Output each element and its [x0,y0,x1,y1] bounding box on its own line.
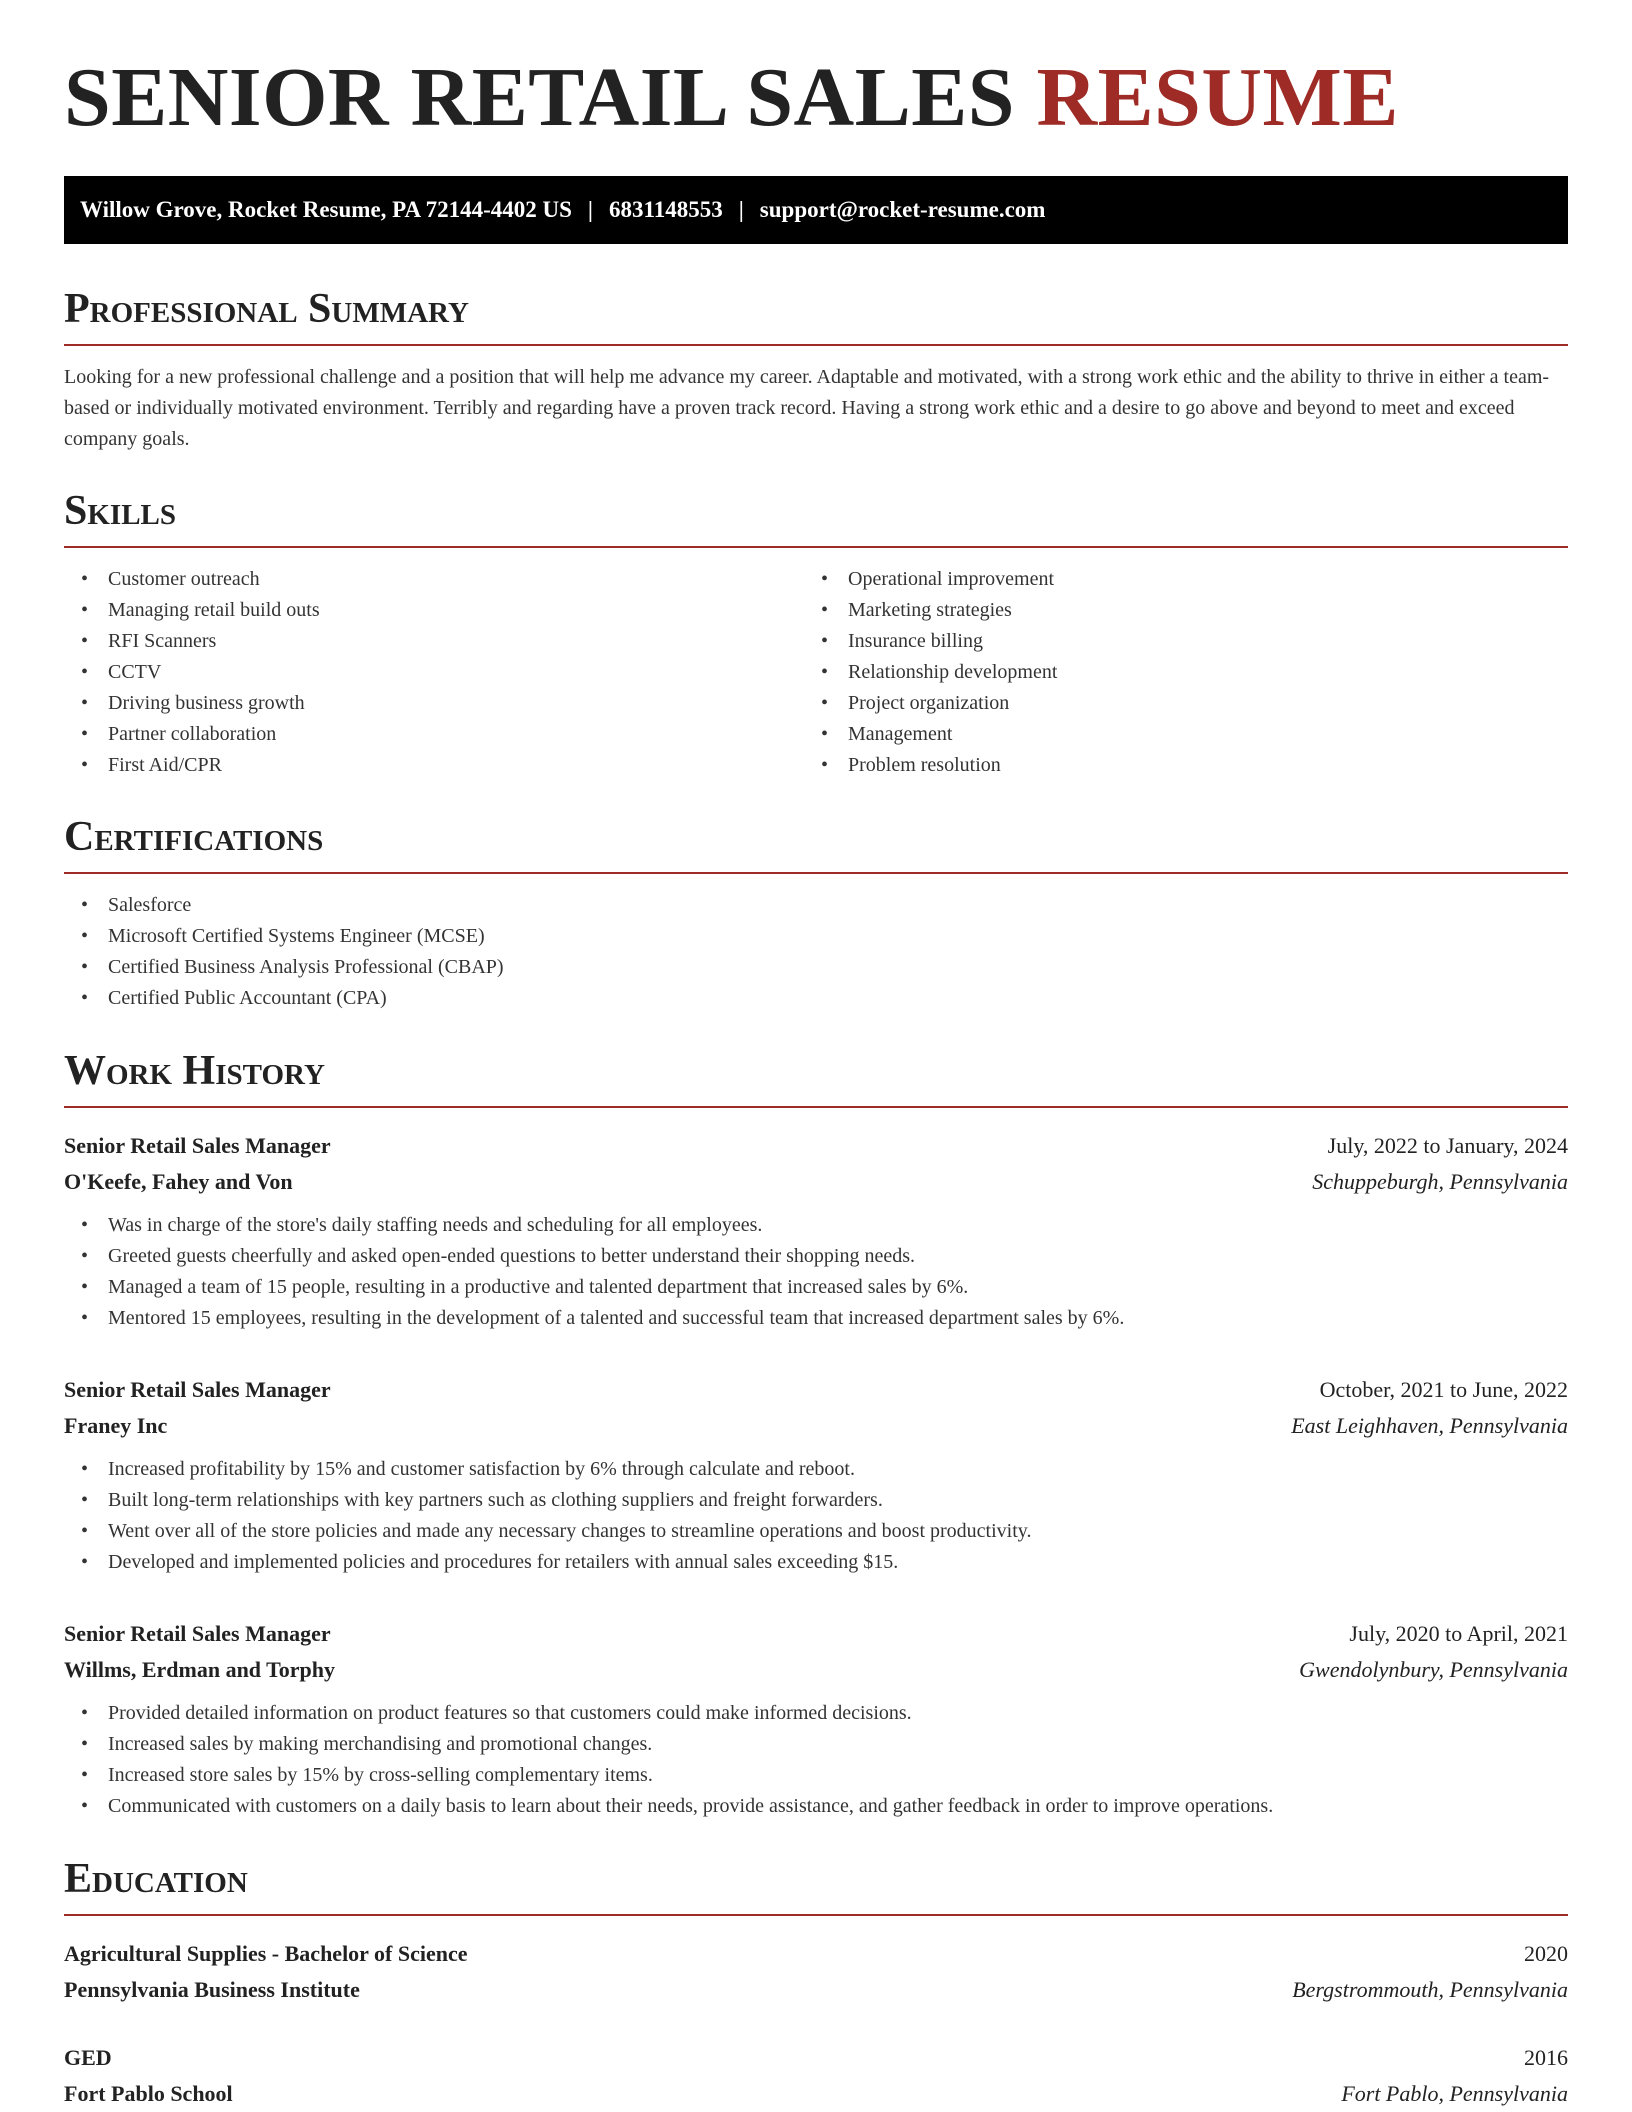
certifications-section [64,816,1568,1014]
education-school: Fort Pablo School [64,2081,233,2106]
job-header-row [64,1128,1568,1164]
skill-item: • CCTV [64,657,804,688]
job-dates: October, 2021 to June, 2022 [1319,1377,1568,1402]
certifications-heading: Certifications [64,816,1568,874]
job-location: East Leighhaven, Pennsylvania [1291,1413,1568,1438]
education-degree-row [64,2040,1568,2076]
summary-section [64,288,1568,455]
education-location: Bergstrommouth, Pennsylvania [1292,1977,1568,2002]
contact-separator: | [587,197,593,222]
job-bullet: • Increased store sales by 15% by cross-selling complementary items. [64,1760,1568,1791]
job-entry [64,1372,1568,1578]
job-bullet: • Increased sales by making merchandising and promotional changes. [64,1729,1568,1760]
job-bullets [64,1454,1568,1578]
job-header-row [64,1616,1568,1652]
contact-address: Willow Grove, Rocket Resume, PA 72144-4402 US [80,197,572,222]
job-company-row [64,1408,1568,1444]
skills-list-right [804,564,1544,781]
skill-item: • Management [804,719,1544,750]
education-section [64,1858,1568,2112]
job-title: Senior Retail Sales Manager [64,1377,331,1402]
job-bullet: • Managed a team of 15 people, resulting in a productive and talented department that increased sales by 6%. [64,1272,1568,1303]
job-bullet: • Went over all of the store policies and made any necessary changes to streamline operations and boost productivity. [64,1516,1568,1547]
job-bullet: • Built long-term relationships with key partners such as clothing suppliers and freight forwarders. [64,1485,1568,1516]
education-year: 2016 [1524,2045,1568,2070]
certification-item: • Microsoft Certified Systems Engineer (MCSE) [64,921,1568,952]
job-location: Gwendolynbury, Pennsylvania [1299,1657,1568,1682]
skills-heading: Skills [64,490,1568,548]
skill-item: • Driving business growth [64,688,804,719]
certification-item: • Certified Business Analysis Professional (CBAP) [64,952,1568,983]
job-dates: July, 2020 to April, 2021 [1349,1621,1568,1646]
job-bullet: • Developed and implemented policies and procedures for retailers with annual sales exceeding $15. [64,1547,1568,1578]
contact-phone: 6831148553 [608,197,723,222]
education-entry [64,2040,1568,2112]
skill-item: • RFI Scanners [64,626,804,657]
skill-item: • Operational improvement [804,564,1544,595]
job-company: Willms, Erdman and Torphy [64,1657,336,1682]
certification-item: • Certified Public Accountant (CPA) [64,983,1568,1014]
job-entry [64,1616,1568,1822]
contact-separator: | [738,197,744,222]
title-main: SENIOR RETAIL SALES [64,51,1015,144]
education-degree-row [64,1936,1568,1972]
skill-item: • Problem resolution [804,750,1544,781]
education-school-row [64,2076,1568,2112]
skill-item: • Customer outreach [64,564,804,595]
title-accent: RESUME [1036,51,1399,144]
skill-item: • Project organization [804,688,1544,719]
education-school-row [64,1972,1568,2008]
job-bullet: • Provided detailed information on product features so that customers could make informed decisions. [64,1698,1568,1729]
job-bullets [64,1210,1568,1334]
contact-email: support@rocket-resume.com [759,197,1046,222]
work-history-heading: Work History [64,1050,1568,1108]
skill-item: • Marketing strategies [804,595,1544,626]
job-title: Senior Retail Sales Manager [64,1621,331,1646]
job-bullets [64,1698,1568,1822]
job-bullet: • Mentored 15 employees, resulting in the development of a talented and successful team that increased department sales by 6%. [64,1303,1568,1334]
skills-columns [64,564,1568,781]
summary-heading: Professional Summary [64,288,1568,346]
education-year: 2020 [1524,1941,1568,1966]
education-school: Pennsylvania Business Institute [64,1977,360,2002]
certifications-list [64,890,1568,1014]
job-bullet: • Greeted guests cheerfully and asked open-ended questions to better understand their shopping needs. [64,1241,1568,1272]
skill-item: • First Aid/CPR [64,750,804,781]
summary-text: Looking for a new professional challenge and a position that will help me advance my career. Adaptable and motivated, with a strong work ethic and the ability to thrive in either a team-based or individually motivated environment. Terribly and regarding have a proven track record. Having a strong work ethic and a desire to go above and beyond to meet and exceed company goals. [64,366,1550,450]
job-company: O'Keefe, Fahey and Von [64,1169,293,1194]
job-company: Franey Inc [64,1413,168,1438]
job-entry [64,1128,1568,1334]
skill-item: • Relationship development [804,657,1544,688]
education-location: Fort Pablo, Pennsylvania [1341,2081,1568,2106]
job-bullet: • Communicated with customers on a daily basis to learn about their needs, provide assistance, and gather feedback in order to improve operations. [64,1791,1568,1822]
skill-item: • Managing retail build outs [64,595,804,626]
skills-section [64,490,1568,781]
job-header-row [64,1372,1568,1408]
certification-item: • Salesforce [64,890,1568,921]
job-company-row [64,1164,1568,1200]
job-bullet: • Was in charge of the store's daily staffing needs and scheduling for all employees. [64,1210,1568,1241]
job-title: Senior Retail Sales Manager [64,1133,331,1158]
education-entry [64,1936,1568,2008]
job-location: Schuppeburgh, Pennsylvania [1312,1169,1568,1194]
education-heading: Education [64,1858,1568,1916]
contact-bar [64,176,1568,244]
job-dates: July, 2022 to January, 2024 [1327,1133,1568,1158]
education-degree: Agricultural Supplies - Bachelor of Science [64,1941,468,1966]
skill-item: • Insurance billing [804,626,1544,657]
resume-title [64,51,1399,144]
skill-item: • Partner collaboration [64,719,804,750]
job-bullet: • Increased profitability by 15% and customer satisfaction by 6% through calculate and reboot. [64,1454,1568,1485]
education-degree: GED [64,2045,112,2070]
work-history-section [64,1050,1568,1822]
skills-list-left [64,564,804,781]
job-company-row [64,1652,1568,1688]
